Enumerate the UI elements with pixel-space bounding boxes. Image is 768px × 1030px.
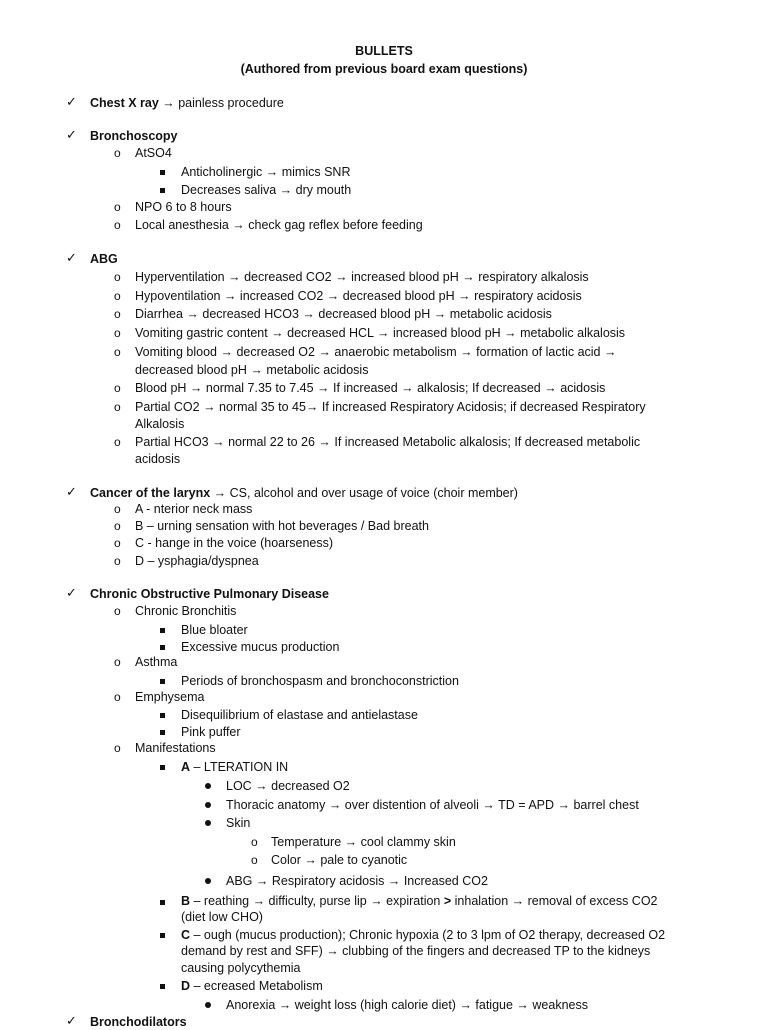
list-item: Hyperventilation → decreased CO2 → increased blood pH → respiratory alkalosis bbox=[135, 270, 589, 284]
disc-bullet-icon bbox=[205, 777, 211, 793]
list-item-continuation: acidosis bbox=[135, 452, 181, 466]
list-item: Excessive mucus production bbox=[181, 640, 340, 654]
hollow-circle-bullet-icon: o bbox=[114, 554, 121, 568]
list-item: NPO 6 to 8 hours bbox=[135, 200, 232, 214]
list-item: AtSO4 bbox=[135, 146, 172, 160]
greater-than-symbol: > bbox=[443, 894, 452, 908]
list-item: Local anesthesia → check gag reflex before feeding bbox=[135, 218, 423, 232]
list-item: Decreases saliva → dry mouth bbox=[181, 183, 352, 197]
check-mark-icon: ✓ bbox=[66, 127, 77, 142]
list-item: Vomiting gastric content → decreased HCL → increased blood pH → metabolic alkalosis bbox=[135, 326, 626, 340]
list-item: Blue bloater bbox=[181, 623, 248, 637]
hollow-circle-bullet-icon: o bbox=[114, 307, 121, 321]
section-heading: Chest X ray bbox=[90, 96, 159, 110]
hollow-circle-bullet-icon: o bbox=[114, 146, 121, 160]
disc-bullet-icon bbox=[205, 796, 211, 812]
hollow-circle-bullet-icon: o bbox=[114, 218, 121, 232]
list-item-a bbox=[181, 759, 288, 775]
list-item-continuation: Alkalosis bbox=[135, 417, 185, 431]
list-item: Pink puffer bbox=[181, 725, 241, 739]
list-item-continuation: (diet low CHO) bbox=[181, 910, 263, 924]
list-item: Anorexia → weight loss (high calorie diet) → fatigue → weakness bbox=[226, 998, 588, 1012]
hollow-circle-bullet-icon: o bbox=[114, 604, 121, 618]
section-heading: Chronic Obstructive Pulmonary Disease bbox=[90, 587, 329, 601]
list-item-continuation: causing polycythemia bbox=[181, 961, 301, 975]
hollow-circle-bullet-icon: o bbox=[251, 835, 258, 849]
hollow-circle-bullet-icon: o bbox=[114, 270, 121, 284]
list-item-d bbox=[181, 978, 323, 994]
list-item: Asthma bbox=[135, 655, 178, 669]
square-bullet-icon bbox=[160, 723, 165, 739]
square-bullet-icon bbox=[160, 638, 165, 654]
list-item: Diarrhea → decreased HCO3 → decreased blood pH → metabolic acidosis bbox=[135, 307, 552, 321]
disc-bullet-icon bbox=[205, 996, 211, 1012]
list-item-text: – ough (mucus production); Chronic hypoxia (2 to 3 lpm of O2 therapy, decreased O2 bbox=[190, 928, 666, 942]
list-item-text: inhalation → removal of excess CO2 bbox=[451, 894, 658, 908]
list-item-continuation: decreased blood pH → metabolic acidosis bbox=[135, 363, 369, 377]
disc-bullet-icon bbox=[205, 814, 211, 830]
list-item: Periods of bronchospasm and bronchoconstriction bbox=[181, 674, 459, 688]
list-item: C - hange in the voice (hoarseness) bbox=[135, 536, 334, 550]
section-heading: Bronchoscopy bbox=[90, 129, 178, 143]
hollow-circle-bullet-icon: o bbox=[114, 200, 121, 214]
hollow-circle-bullet-icon: o bbox=[114, 326, 121, 340]
hollow-circle-bullet-icon: o bbox=[114, 381, 121, 395]
list-item: Skin bbox=[226, 816, 251, 830]
list-item: D – ysphagia/dyspnea bbox=[135, 554, 259, 568]
square-bullet-icon bbox=[160, 977, 165, 993]
list-item: Temperature → cool clammy skin bbox=[271, 835, 456, 849]
section-heading: Cancer of the larynx bbox=[90, 486, 211, 500]
list-item: Disequilibrium of elastase and antielastase bbox=[181, 708, 418, 722]
square-bullet-icon bbox=[160, 181, 165, 197]
list-item: Anticholinergic → mimics SNR bbox=[181, 165, 351, 179]
hollow-circle-bullet-icon: o bbox=[114, 655, 121, 669]
list-item: Color → pale to cyanotic bbox=[271, 853, 408, 867]
list-item: Partial CO2 → normal 35 to 45→ If increased Respiratory Acidosis; if decreased Respiratory bbox=[135, 400, 646, 414]
list-item: Chronic Bronchitis bbox=[135, 604, 237, 618]
square-bullet-icon bbox=[160, 163, 165, 179]
list-item: Manifestations bbox=[135, 741, 216, 755]
mnemonic-letter: A bbox=[181, 760, 191, 774]
page-title: BULLETS bbox=[355, 44, 413, 58]
list-item-text: – reathing → difficulty, purse lip → expiration bbox=[190, 894, 444, 908]
hollow-circle-bullet-icon: o bbox=[114, 690, 121, 704]
hollow-circle-bullet-icon: o bbox=[114, 400, 121, 414]
list-item: Blood pH → normal 7.35 to 7.45 → If increased → alkalosis; If decreased → acidosis bbox=[135, 381, 606, 395]
page-subtitle: (Authored from previous board exam questions) bbox=[240, 62, 528, 76]
hollow-circle-bullet-icon: o bbox=[114, 519, 121, 533]
hollow-circle-bullet-icon: o bbox=[114, 536, 121, 550]
hollow-circle-bullet-icon: o bbox=[114, 741, 121, 755]
section-text: → painless procedure bbox=[158, 96, 284, 110]
mnemonic-letter: D bbox=[181, 979, 191, 993]
list-item-b bbox=[181, 893, 658, 909]
hollow-circle-bullet-icon: o bbox=[114, 345, 121, 359]
list-item-text: – ecreased Metabolism bbox=[190, 979, 323, 993]
square-bullet-icon bbox=[160, 758, 165, 774]
list-item: ABG → Respiratory acidosis → Increased CO2 bbox=[226, 874, 488, 888]
hollow-circle-bullet-icon: o bbox=[251, 853, 258, 867]
list-item-c bbox=[181, 927, 665, 943]
list-item: Thoracic anatomy → over distention of alveoli → TD = APD → barrel chest bbox=[226, 798, 639, 812]
section-chest-xray bbox=[90, 95, 284, 111]
list-item: A - nterior neck mass bbox=[135, 502, 253, 516]
list-item: B – urning sensation with hot beverages / Bad breath bbox=[135, 519, 429, 533]
section-heading: Bronchodilators bbox=[90, 1015, 187, 1029]
mnemonic-letter: B bbox=[181, 894, 191, 908]
square-bullet-icon bbox=[160, 926, 165, 942]
list-item: LOC → decreased O2 bbox=[226, 779, 350, 793]
check-mark-icon: ✓ bbox=[66, 1013, 77, 1028]
section-larynx bbox=[90, 485, 518, 501]
check-mark-icon: ✓ bbox=[66, 94, 77, 109]
square-bullet-icon bbox=[160, 893, 165, 909]
check-mark-icon: ✓ bbox=[66, 585, 77, 600]
square-bullet-icon bbox=[160, 672, 165, 688]
list-item: Vomiting blood → decreased O2 → anaerobic metabolism → formation of lactic acid → bbox=[135, 345, 617, 359]
list-item: Emphysema bbox=[135, 690, 205, 704]
hollow-circle-bullet-icon: o bbox=[114, 289, 121, 303]
check-mark-icon: ✓ bbox=[66, 484, 77, 499]
list-item-text: – LTERATION IN bbox=[190, 760, 289, 774]
section-heading: ABG bbox=[90, 252, 118, 266]
list-item-continuation: demand by rest and SFF) → clubbing of the fingers and decreased TP to the kidneys bbox=[181, 944, 651, 958]
square-bullet-icon bbox=[160, 706, 165, 722]
check-mark-icon: ✓ bbox=[66, 250, 77, 265]
disc-bullet-icon bbox=[205, 872, 211, 888]
square-bullet-icon bbox=[160, 621, 165, 637]
hollow-circle-bullet-icon: o bbox=[114, 502, 121, 516]
hollow-circle-bullet-icon: o bbox=[114, 435, 121, 449]
list-item: Partial HCO3 → normal 22 to 26 → If increased Metabolic alkalosis; If decreased metabolic bbox=[135, 435, 641, 449]
list-item: Hypoventilation → increased CO2 → decreased blood pH → respiratory acidosis bbox=[135, 289, 582, 303]
section-text: → CS, alcohol and over usage of voice (choir member) bbox=[210, 486, 518, 500]
mnemonic-letter: C bbox=[181, 928, 191, 942]
